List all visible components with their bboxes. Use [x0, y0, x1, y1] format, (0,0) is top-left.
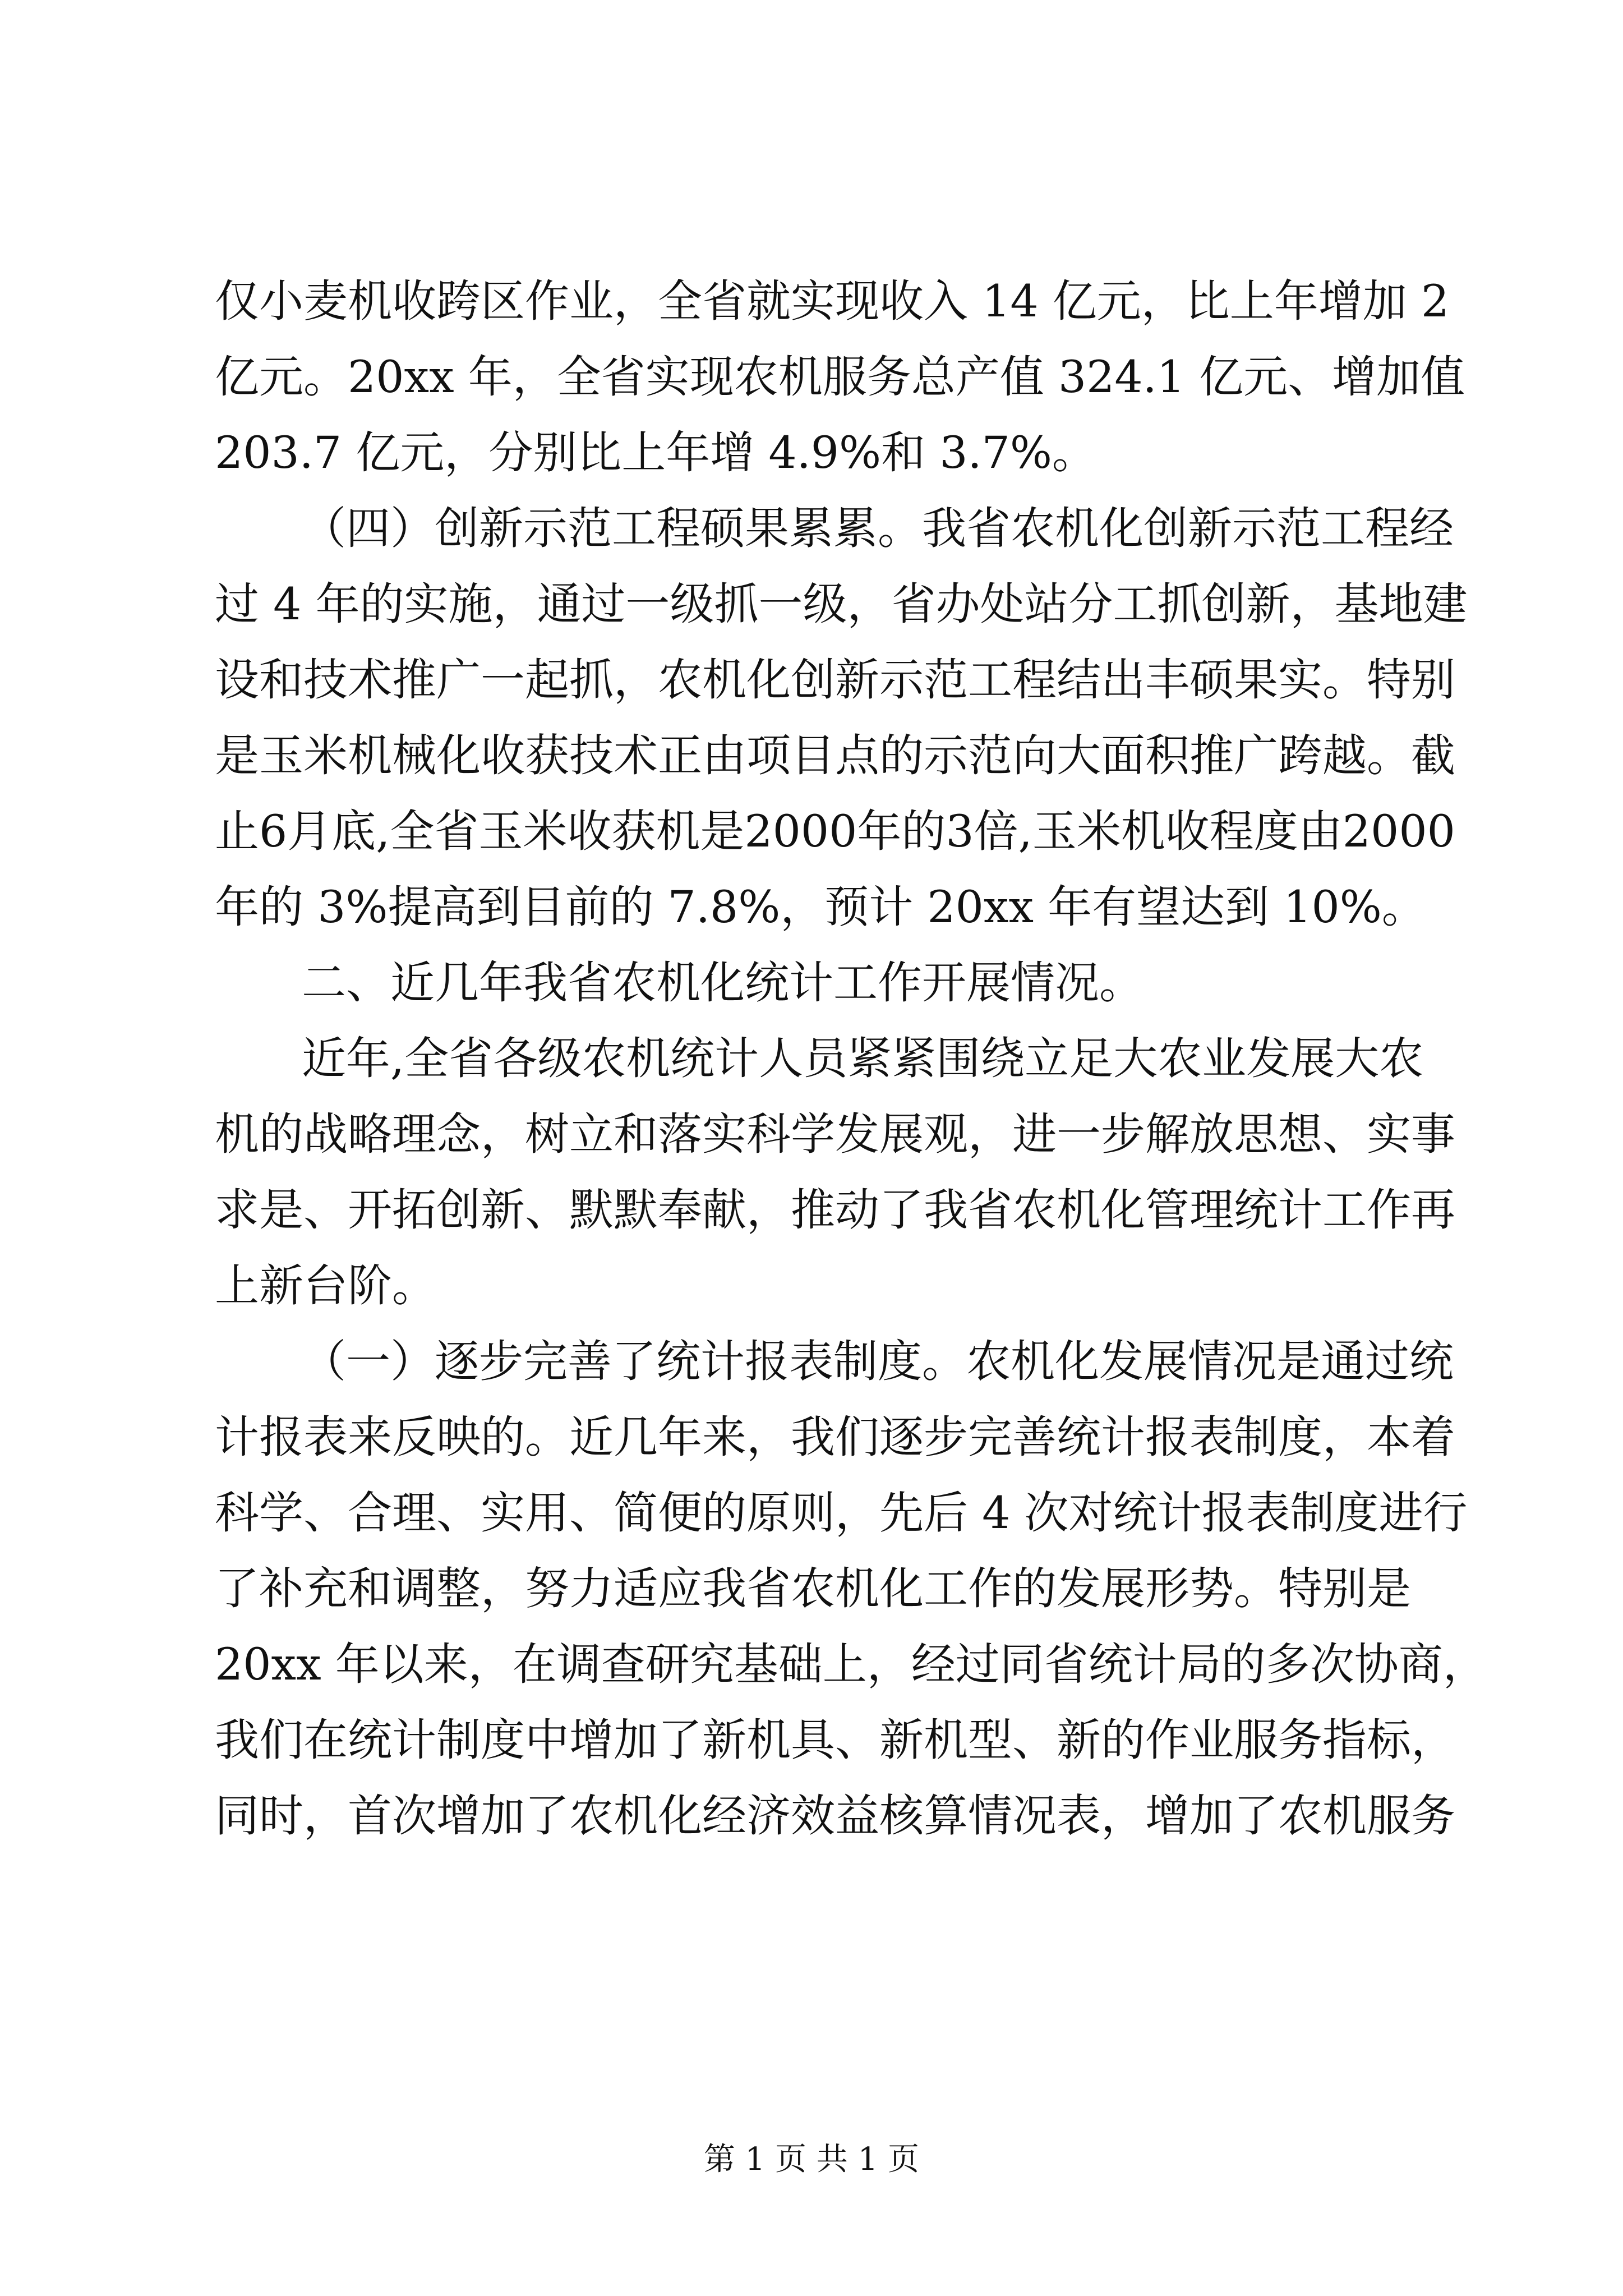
text-line: 设和技术推广一起抓，农机化创新示范工程结出丰硕果实。特别	[215, 654, 1455, 706]
page-footer	[0, 2140, 1623, 2179]
text-line: 计报表来反映的。近几年来，我们逐步完善统计报表制度，本着	[215, 1411, 1455, 1463]
text-line: 亿元。20xx 年，全省实现农机服务总产值 324.1 亿元、增加值	[215, 351, 1465, 403]
text-line: 过 4 年的实施，通过一级抓一级，省办处站分工抓创新，基地建	[215, 578, 1468, 630]
text-line: 是玉米机械化收获技术正由项目点的示范向大面积推广跨越。截	[215, 730, 1455, 781]
text-line: 止6月底,全省玉米收获机是2000年的3倍,玉米机收程度由2000	[215, 806, 1455, 857]
text-line: 求是、开拓创新、默默奉献，推动了我省农机化管理统计工作再	[215, 1184, 1455, 1236]
text-line: 上新台阶。	[215, 1260, 436, 1312]
text-line: 科学、合理、实用、简便的原则，先后 4 次对统计报表制度进行	[215, 1487, 1468, 1539]
text-line: 仅小麦机收跨区作业，全省就实现收入 14 亿元，比上年增加 2	[215, 275, 1450, 327]
text-line: 203.7 亿元，分别比上年增 4.9%和 3.7%。	[215, 427, 1096, 478]
text-line: 了补充和调整，努力适应我省农机化工作的发展形势。特别是	[215, 1563, 1411, 1614]
document-body	[215, 264, 1487, 1854]
text-line: 我们在统计制度中增加了新机具、新机型、新的作业服务指标，	[215, 1714, 1455, 1766]
page-number-label: 第 1 页 共 1 页	[703, 2141, 920, 2178]
paragraph-first-line: （一）逐步完善了统计报表制度。农机化发展情况是通过统	[302, 1336, 1454, 1387]
section-heading: 二、近几年我省农机化统计工作开展情况。	[302, 957, 1144, 1009]
paragraph-first-line: （四）创新示范工程硕果累累。我省农机化创新示范工程经	[302, 503, 1454, 554]
paragraph-first-line: 近年,全省各级农机统计人员紧紧围绕立足大农业发展大农	[302, 1033, 1424, 1084]
text-line: 机的战略理念，树立和落实科学发展观，进一步解放思想、实事	[215, 1108, 1455, 1160]
text-line: 20xx 年以来，在调查研究基础上，经过同省统计局的多次协商，	[215, 1639, 1487, 1690]
text-line: 年的 3%提高到目前的 7.8%，预计 20xx 年有望达到 10%。	[215, 881, 1426, 933]
text-line: 同时，首次增加了农机化经济效益核算情况表，增加了农机服务	[215, 1790, 1455, 1842]
